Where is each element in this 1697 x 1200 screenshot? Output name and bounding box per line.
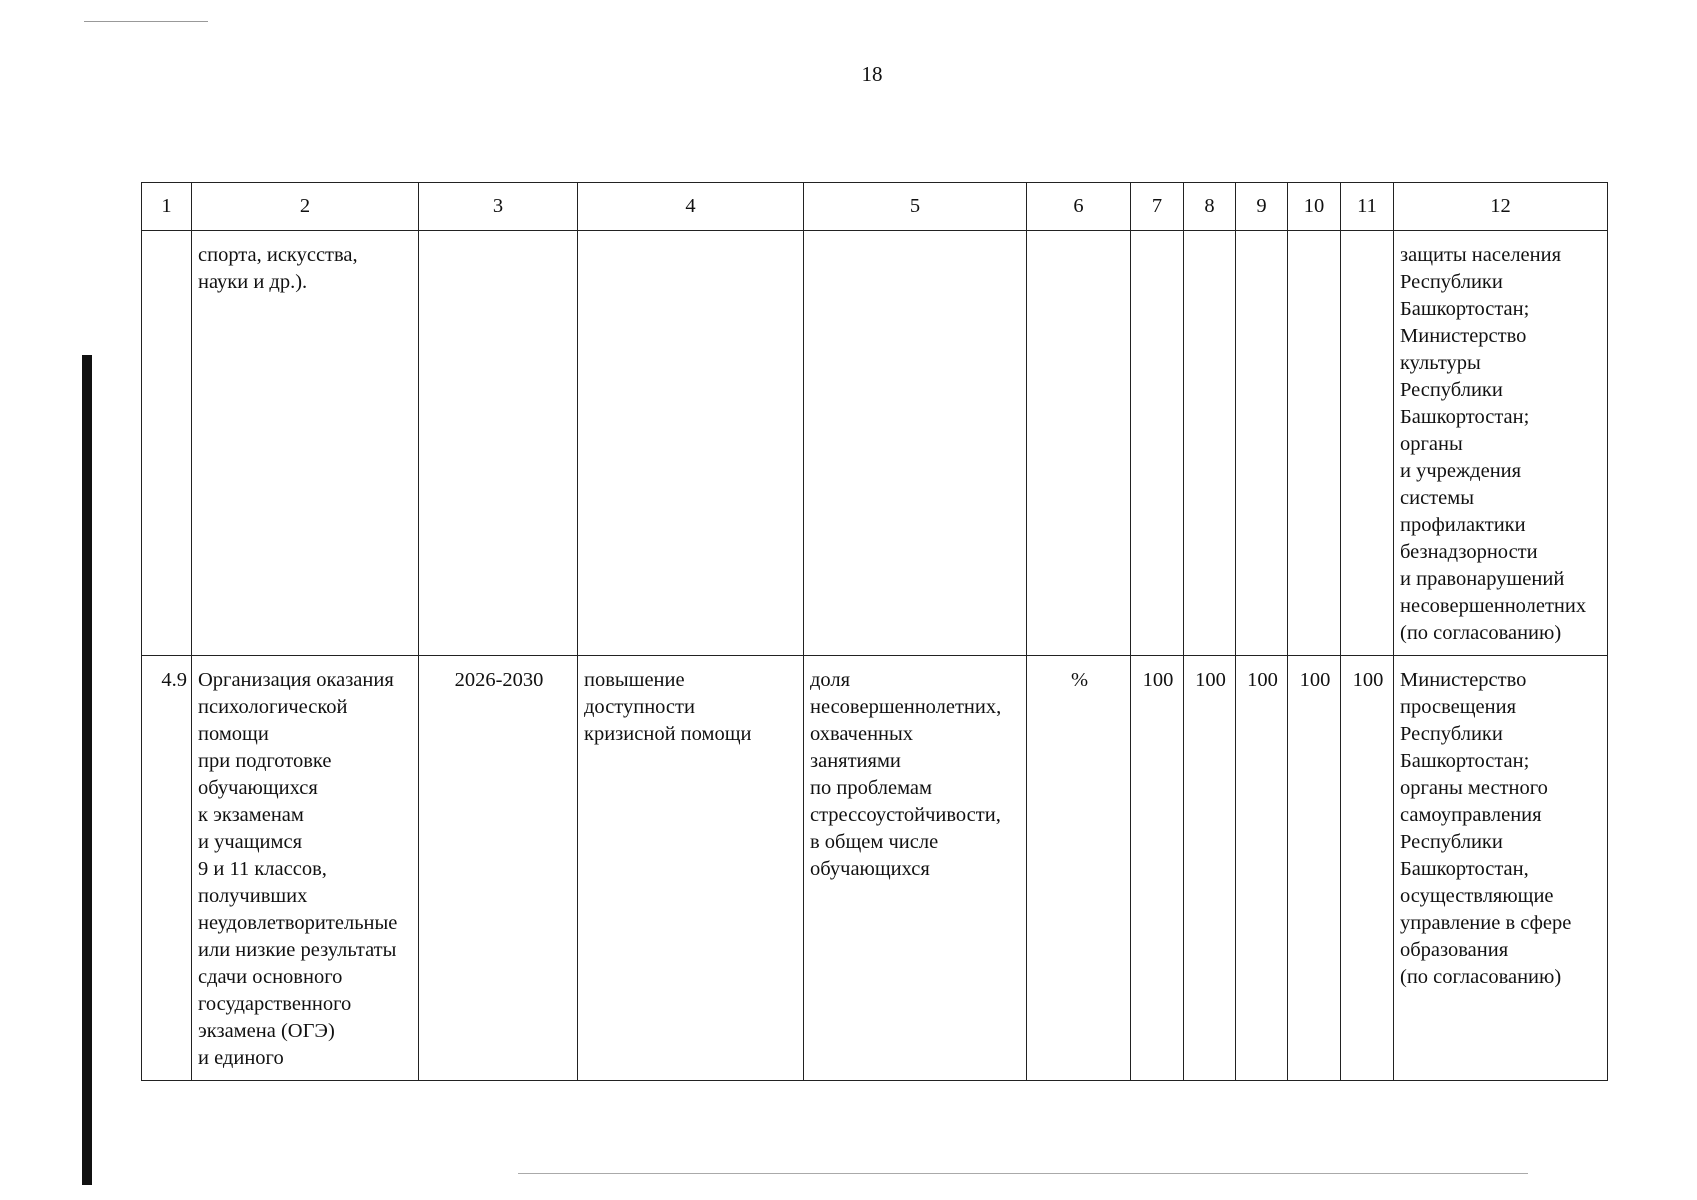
value-cell <box>1341 231 1394 656</box>
period-cell: 2026-2030 <box>419 656 578 1081</box>
value-cell <box>1131 231 1184 656</box>
value-cell: 100 <box>1184 656 1236 1081</box>
header-cell: 1 <box>142 183 192 231</box>
executors-cell: Министерство просвещения Республики Башкортостан; органы местного самоуправления Республики Башкортостан, осуществляющие управление в сфере образования (по согласованию) <box>1394 656 1608 1081</box>
indicator-cell: доля несовершеннолетних, охваченных занятиями по проблемам стрессоустойчивости, в общем числе обучающихся <box>804 656 1027 1081</box>
row-number-cell <box>142 231 192 656</box>
header-cell: 11 <box>1341 183 1394 231</box>
value-cell: 100 <box>1236 656 1288 1081</box>
program-table <box>141 182 1608 1081</box>
value-cell <box>1288 231 1341 656</box>
header-cell: 7 <box>1131 183 1184 231</box>
period-cell <box>419 231 578 656</box>
value-cell: 100 <box>1288 656 1341 1081</box>
header-cell: 5 <box>804 183 1027 231</box>
row-number-cell: 4.9 <box>142 656 192 1081</box>
value-cell <box>1184 231 1236 656</box>
header-cell: 10 <box>1288 183 1341 231</box>
header-cell: 9 <box>1236 183 1288 231</box>
unit-cell <box>1027 231 1131 656</box>
value-cell: 100 <box>1341 656 1394 1081</box>
executors-cell: защиты населения Республики Башкортостан; Министерство культуры Республики Башкортостан; органы и учреждения системы профилактики безнадзорности и правонарушений несовершеннолетних (по согласованию) <box>1394 231 1608 656</box>
indicator-cell <box>804 231 1027 656</box>
page-number: 18 <box>861 62 883 86</box>
header-cell: 6 <box>1027 183 1131 231</box>
header-cell: 2 <box>192 183 419 231</box>
activity-cell: спорта, искусства, науки и др.). <box>192 231 419 656</box>
header-cell: 8 <box>1184 183 1236 231</box>
header-cell: 3 <box>419 183 578 231</box>
value-cell <box>1236 231 1288 656</box>
table-row <box>142 231 1608 656</box>
bottom-scan-rule <box>518 1173 1528 1174</box>
header-cell: 12 <box>1394 183 1608 231</box>
unit-cell: % <box>1027 656 1131 1081</box>
table-row <box>142 656 1608 1081</box>
result-cell <box>578 231 804 656</box>
result-cell: повышение доступности кризисной помощи <box>578 656 804 1081</box>
value-cell: 100 <box>1131 656 1184 1081</box>
table-header-row <box>142 183 1608 231</box>
header-cell: 4 <box>578 183 804 231</box>
activity-cell: Организация оказания психологической помощи при подготовке обучающихся к экзаменам и учащимся 9 и 11 классов, получивших неудовлетворительные или низкие результаты сдачи основного государственного экзамена (ОГЭ) и единого <box>192 656 419 1081</box>
top-scan-rule <box>84 21 208 22</box>
left-scan-edge <box>82 355 92 1185</box>
